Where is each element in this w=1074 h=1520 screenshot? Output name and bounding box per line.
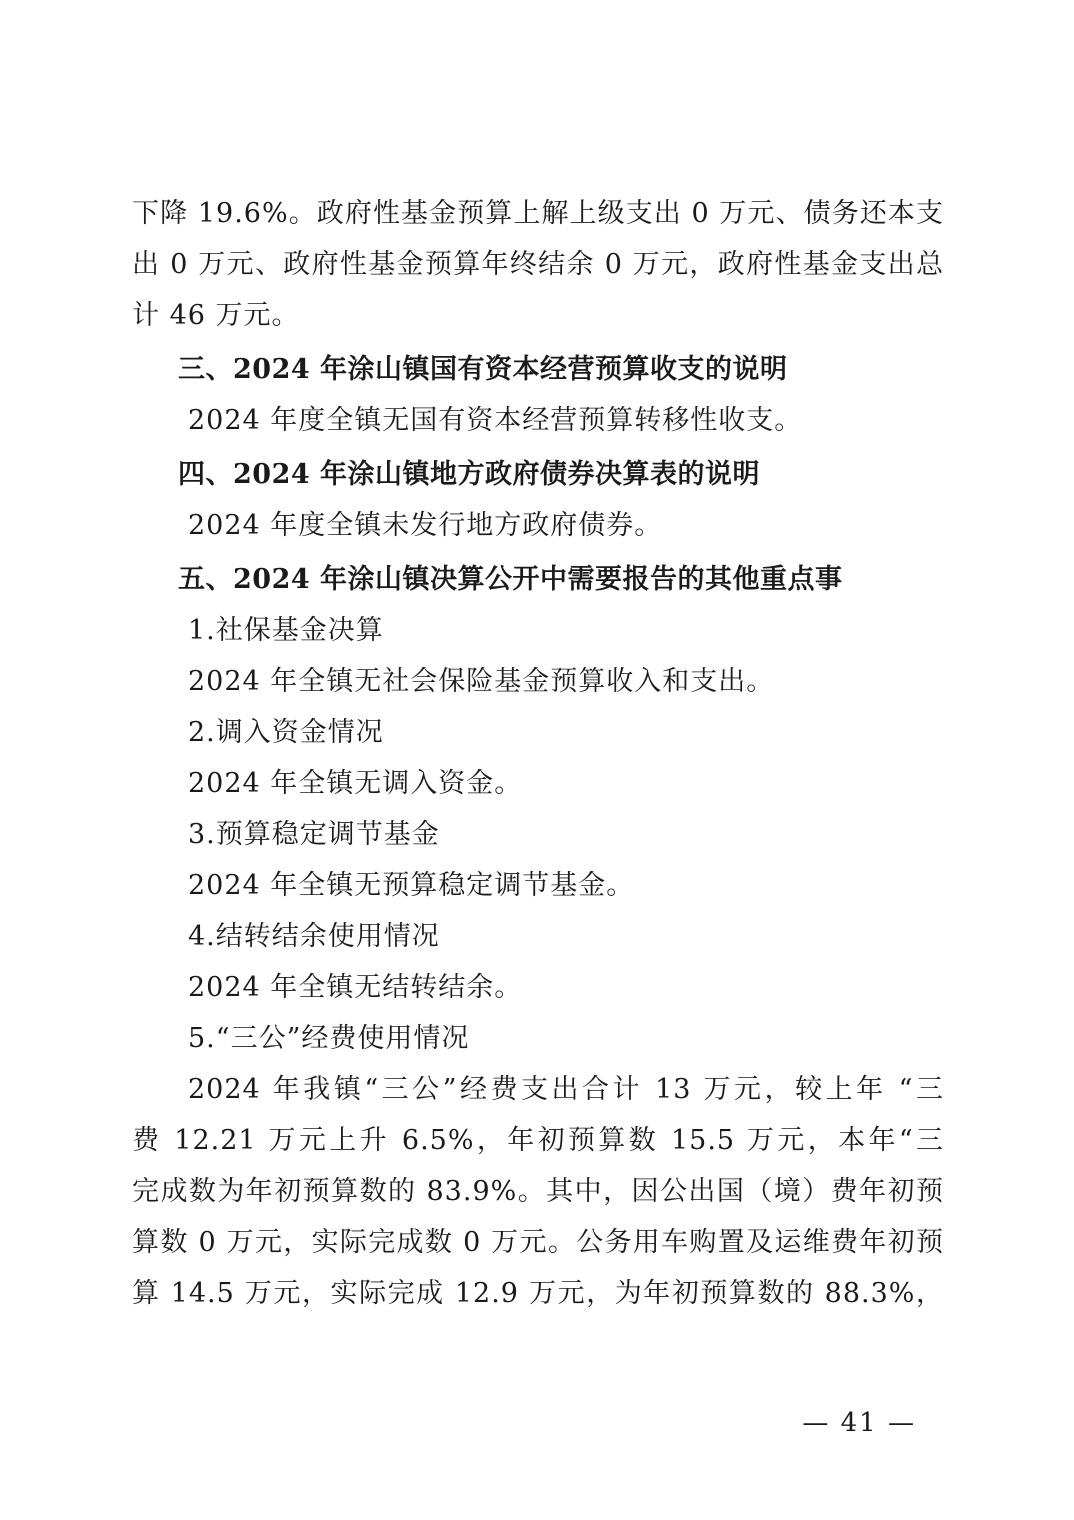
section-heading-5: 五、2024 年涂山镇决算公开中需要报告的其他重点事 [178, 564, 843, 595]
item-title-3: 3.预算稳定调节基金 [188, 819, 440, 850]
item-text-3: 2024 年全镇无预算稳定调节基金。 [188, 870, 635, 901]
paragraph-line: 算 14.5 万元，实际完成 12.9 万元，为年初预算数的 88.3%， [132, 1278, 944, 1309]
paragraph-line: 费 12.21 万元上升 6.5%，年初预算数 15.5 万元，本年“三 [132, 1125, 944, 1156]
item-title-4: 4.结转结余使用情况 [188, 921, 440, 952]
paragraph-line: 算数 0 万元，实际完成数 0 万元。公务用车购置及运维费年初预 [132, 1227, 944, 1258]
section-heading-4: 四、2024 年涂山镇地方政府债券决算表的说明 [178, 459, 761, 490]
paragraph-line: 完成数为年初预算数的 83.9%。其中，因公出国（境）费年初预 [132, 1176, 944, 1207]
section-text-4: 2024 年度全镇未发行地方政府债券。 [188, 510, 663, 541]
document-body [132, 188, 944, 1319]
paragraph-line: 计 46 万元。 [132, 300, 300, 331]
section-text-3: 2024 年度全镇无国有资本经营预算转移性收支。 [188, 405, 803, 436]
item-text-2: 2024 年全镇无调入资金。 [188, 768, 523, 799]
section-heading-3: 三、2024 年涂山镇国有资本经营预算收支的说明 [178, 354, 788, 385]
paragraph-line: 下降 19.6%。政府性基金预算上解上级支出 0 万元、债务还本支 [132, 198, 944, 229]
paragraph-line: 出 0 万元、政府性基金预算年终结余 0 万元，政府性基金支出总 [132, 249, 944, 280]
page-number: — 41 — [802, 1408, 916, 1438]
item-title-5: 5.“三公”经费使用情况 [188, 1023, 470, 1054]
item-title-1: 1.社保基金决算 [188, 615, 384, 646]
item-text-4: 2024 年全镇无结转结余。 [188, 972, 523, 1003]
item-title-2: 2.调入资金情况 [188, 717, 384, 748]
item-text-1: 2024 年全镇无社会保险基金预算收入和支出。 [188, 666, 775, 697]
paragraph-line: 2024 年我镇“三公”经费支出合计 13 万元，较上年 “三 [188, 1074, 944, 1105]
